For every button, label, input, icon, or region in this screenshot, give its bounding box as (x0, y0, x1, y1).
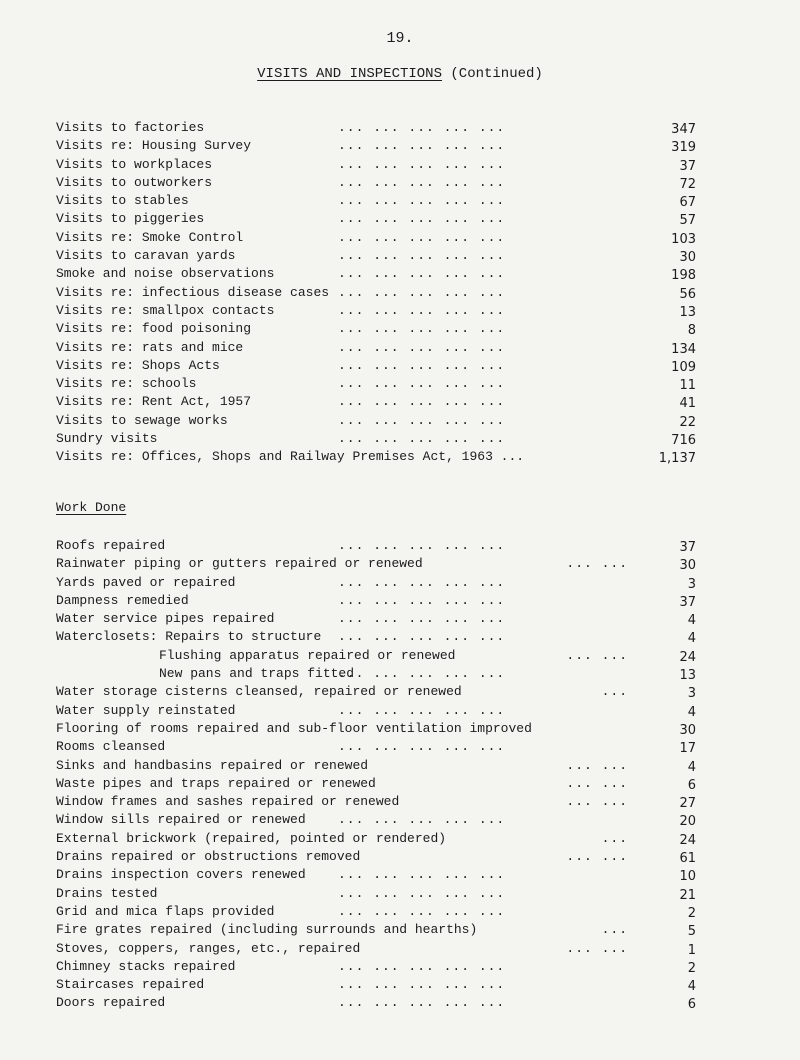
work-row-label: Window frames and sashes repaired or renewed (56, 794, 400, 810)
dot-leader: ... ... ... ... ... (338, 574, 506, 590)
work-row-label: Waterclosets: Repairs to structure (56, 629, 322, 645)
visit-row-value: 134 (671, 341, 696, 357)
dot-leader: ... ... ... ... ... (338, 174, 506, 190)
visit-row (56, 156, 696, 174)
visits-list (56, 119, 696, 467)
visit-row-label: Visits to factories (56, 120, 205, 135)
visit-row-value: 72 (679, 176, 696, 192)
visit-row-label: Smoke and noise observations (56, 266, 275, 282)
dot-leader: ... ... ... ... ... (338, 266, 506, 282)
dot-leader: ... ... ... ... ... (338, 284, 506, 300)
work-row-value: 5 (687, 924, 696, 940)
work-row-value: 17 (679, 741, 696, 757)
visit-row (56, 339, 696, 357)
work-row-label: Window sills repaired or renewed (56, 812, 306, 828)
dot-leader: ... ... ... ... ... (338, 321, 506, 337)
work-row-value: 2 (687, 960, 696, 976)
title-main: VISITS AND INSPECTIONS (257, 66, 442, 82)
work-row-value: 4 (687, 704, 696, 720)
work-row-value: 24 (679, 832, 696, 848)
dot-leader: ... ... (566, 940, 628, 956)
visit-row-label: Visits re: rats and mice (56, 339, 244, 355)
visit-row-label: Visits re: Housing Survey (56, 138, 252, 154)
work-row (56, 537, 696, 555)
work-row-value: 4 (687, 631, 696, 647)
dot-leader: ... ... (566, 775, 628, 791)
page-number: 19. (386, 30, 414, 47)
visit-row-value: 56 (679, 286, 696, 302)
dot-leader: ... ... ... ... ... (338, 339, 506, 355)
visit-row (56, 284, 696, 302)
work-row-value: 21 (679, 887, 696, 903)
dot-leader: ... ... ... ... ... (338, 120, 506, 135)
dot-leader: ... ... ... ... ... (338, 629, 506, 645)
visit-row-value: 347 (671, 122, 696, 137)
work-row-value: 6 (687, 777, 696, 793)
visit-row (56, 119, 696, 137)
work-row (56, 994, 696, 1012)
dot-leader: ... ... ... ... ... (338, 995, 506, 1011)
work-row (56, 793, 696, 811)
page-title (0, 66, 800, 82)
dot-leader: ... ... ... ... ... (338, 156, 506, 172)
dot-leader: ... ... (566, 794, 628, 810)
work-done-heading: Work Done (56, 500, 127, 515)
work-row-value: 20 (679, 814, 696, 830)
work-row-value: 4 (687, 979, 696, 995)
dot-leader: ... ... ... ... ... (338, 376, 506, 392)
work-row-label: New pans and traps fitted (159, 666, 355, 682)
work-row (56, 811, 696, 829)
visit-row (56, 137, 696, 155)
work-row-value: 4 (687, 759, 696, 775)
work-row (56, 958, 696, 976)
dot-leader: ... ... ... ... ... (338, 357, 506, 373)
work-row-label: Waste pipes and traps repaired or renewed (56, 775, 376, 791)
work-row-value: 2 (687, 905, 696, 921)
work-row-label: Staircases repaired (56, 977, 205, 993)
work-row (56, 885, 696, 903)
dot-leader: ... ... ... ... ... (338, 431, 506, 447)
dot-leader: ... ... ... ... ... (338, 739, 506, 755)
work-row-label: Yards paved or repaired (56, 574, 236, 590)
work-row-label: Water storage cisterns cleansed, repaired or renewed (56, 684, 462, 700)
visit-row-label: Visits re: Rent Act, 1957 (56, 394, 252, 410)
visit-row-label: Visits re: Offices, Shops and Railway Premises Act, 1963 ... (56, 449, 525, 465)
visit-row-value: 11 (679, 378, 696, 394)
work-row (56, 940, 696, 958)
work-row-value: 37 (679, 540, 696, 555)
work-row (56, 610, 696, 628)
visit-row-value: 67 (679, 195, 696, 211)
work-row-label: Drains tested (56, 885, 158, 901)
visit-row (56, 229, 696, 247)
visit-row (56, 430, 696, 448)
work-row (56, 757, 696, 775)
visit-row (56, 357, 696, 375)
work-row-label: Drains inspection covers renewed (56, 867, 306, 883)
dot-leader: ... (601, 922, 628, 938)
work-row-label: Sinks and handbasins repaired or renewed (56, 757, 369, 773)
visit-row-label: Visits re: Smoke Control (56, 229, 244, 245)
visit-row-label: Visits to caravan yards (56, 248, 236, 264)
work-row-label: Dampness remedied (56, 592, 189, 608)
visit-row-label: Visits to outworkers (56, 174, 213, 190)
visit-row-label: Visits re: schools (56, 376, 197, 392)
visit-row-value: 109 (671, 359, 696, 375)
work-row (56, 976, 696, 994)
work-row-label: External brickwork (repaired, pointed or rendered) (56, 830, 447, 846)
work-row (56, 866, 696, 884)
visit-row (56, 247, 696, 265)
dot-leader: ... ... ... ... ... (338, 193, 506, 209)
work-row-value: 13 (679, 668, 696, 684)
work-row (56, 903, 696, 921)
work-row-label: Flooring of rooms repaired and sub-floor ventilation improved (56, 720, 532, 736)
visit-row-value: 57 (679, 213, 696, 229)
visit-row-value: 319 (671, 140, 696, 156)
visit-row-label: Visits to stables (56, 193, 189, 209)
work-row-value: 4 (687, 613, 696, 629)
dot-leader: ... ... ... ... ... (338, 211, 506, 227)
work-row-label: Chimney stacks repaired (56, 958, 236, 974)
visit-row-value: 1,137 (658, 451, 696, 467)
visit-row-label: Visits re: infectious disease cases (56, 284, 330, 300)
dot-leader: ... (601, 684, 628, 700)
dot-leader: ... ... ... ... ... (338, 867, 506, 883)
work-row-value: 30 (679, 722, 696, 738)
visit-row-value: 198 (671, 268, 696, 284)
work-row-value: 61 (679, 851, 696, 867)
dot-leader: ... ... ... ... ... (338, 958, 506, 974)
work-row-value: 3 (687, 686, 696, 702)
visit-row-label: Visits to workplaces (56, 156, 213, 172)
work-row (56, 555, 696, 573)
visit-row-label: Sundry visits (56, 431, 158, 447)
dot-leader: ... ... ... ... ... (338, 903, 506, 919)
work-row-value: 27 (679, 796, 696, 812)
visit-row (56, 375, 696, 393)
dot-leader: ... ... ... ... ... (338, 538, 506, 553)
visit-row (56, 210, 696, 228)
work-row (56, 830, 696, 848)
visit-row-label: Visits re: Shops Acts (56, 357, 220, 373)
dot-leader: ... ... ... ... ... (338, 611, 506, 627)
dot-leader: ... ... ... ... ... (338, 394, 506, 410)
dot-leader: ... ... (566, 757, 628, 773)
work-done-list (56, 537, 696, 1013)
dot-leader: ... ... ... ... ... (338, 702, 506, 718)
dot-leader: ... ... (566, 556, 628, 572)
dot-leader: ... ... ... ... ... (338, 592, 506, 608)
work-row-label: Water supply reinstated (56, 702, 236, 718)
work-row (56, 720, 696, 738)
work-row (56, 683, 696, 701)
dot-leader: ... ... ... ... ... (338, 302, 506, 318)
dot-leader: ... (601, 830, 628, 846)
work-row (56, 921, 696, 939)
dot-leader: ... ... ... ... ... (338, 248, 506, 264)
dot-leader: ... ... ... ... ... (338, 138, 506, 154)
work-row-label: Doors repaired (56, 995, 166, 1011)
dot-leader: ... ... (566, 849, 628, 865)
work-row-value: 24 (679, 649, 696, 665)
dot-leader: ... ... ... ... ... (338, 885, 506, 901)
work-row-label: Fire grates repaired (including surrounds and hearths) (56, 922, 478, 938)
visit-row (56, 320, 696, 338)
work-row-value: 30 (679, 558, 696, 574)
dot-leader: ... ... ... ... ... (338, 229, 506, 245)
dot-leader: ... ... (566, 647, 628, 663)
visit-row-value: 37 (679, 158, 696, 174)
work-row-value: 37 (679, 594, 696, 610)
work-row-value: 1 (687, 942, 696, 958)
visit-row (56, 192, 696, 210)
work-row-label: Stoves, coppers, ranges, etc., repaired (56, 940, 361, 956)
dot-leader: ... ... ... ... ... (338, 977, 506, 993)
work-row (56, 592, 696, 610)
visit-row-value: 41 (679, 396, 696, 412)
dot-leader: ... ... ... ... ... (338, 412, 506, 428)
visit-row-label: Visits re: smallpox contacts (56, 302, 275, 318)
work-row-label: Roofs repaired (56, 538, 166, 553)
work-row (56, 665, 696, 683)
work-row (56, 647, 696, 665)
visit-row (56, 302, 696, 320)
work-row (56, 574, 696, 592)
work-row-value: 6 (687, 997, 696, 1013)
work-row-label: Rainwater piping or gutters repaired or renewed (56, 556, 423, 572)
work-row (56, 775, 696, 793)
visit-row-label: Visits re: food poisoning (56, 321, 252, 337)
work-row-value: 10 (679, 869, 696, 885)
title-suffix: (Continued) (442, 66, 543, 82)
visit-row-value: 8 (687, 323, 696, 339)
dot-leader: ... ... ... ... ... (338, 666, 506, 682)
work-row (56, 702, 696, 720)
visit-row (56, 448, 696, 466)
visit-row-value: 13 (679, 304, 696, 320)
visit-row-value: 22 (679, 414, 696, 430)
work-row-label: Drains repaired or obstructions removed (56, 849, 361, 865)
visit-row-label: Visits to sewage works (56, 412, 228, 428)
visit-row-label: Visits to piggeries (56, 211, 205, 227)
work-row-label: Flushing apparatus repaired or renewed (159, 647, 456, 663)
work-row-label: Grid and mica flaps provided (56, 903, 275, 919)
visit-row-value: 30 (679, 250, 696, 266)
work-row (56, 848, 696, 866)
dot-leader: ... ... ... ... ... (338, 812, 506, 828)
visit-row (56, 412, 696, 430)
work-row (56, 628, 696, 646)
visit-row-value: 103 (671, 231, 696, 247)
visit-row (56, 265, 696, 283)
work-row-value: 3 (687, 576, 696, 592)
work-row-label: Rooms cleansed (56, 739, 166, 755)
work-row (56, 738, 696, 756)
visit-row (56, 393, 696, 411)
visit-row (56, 174, 696, 192)
work-row-label: Water service pipes repaired (56, 611, 275, 627)
visit-row-value: 716 (671, 433, 696, 449)
